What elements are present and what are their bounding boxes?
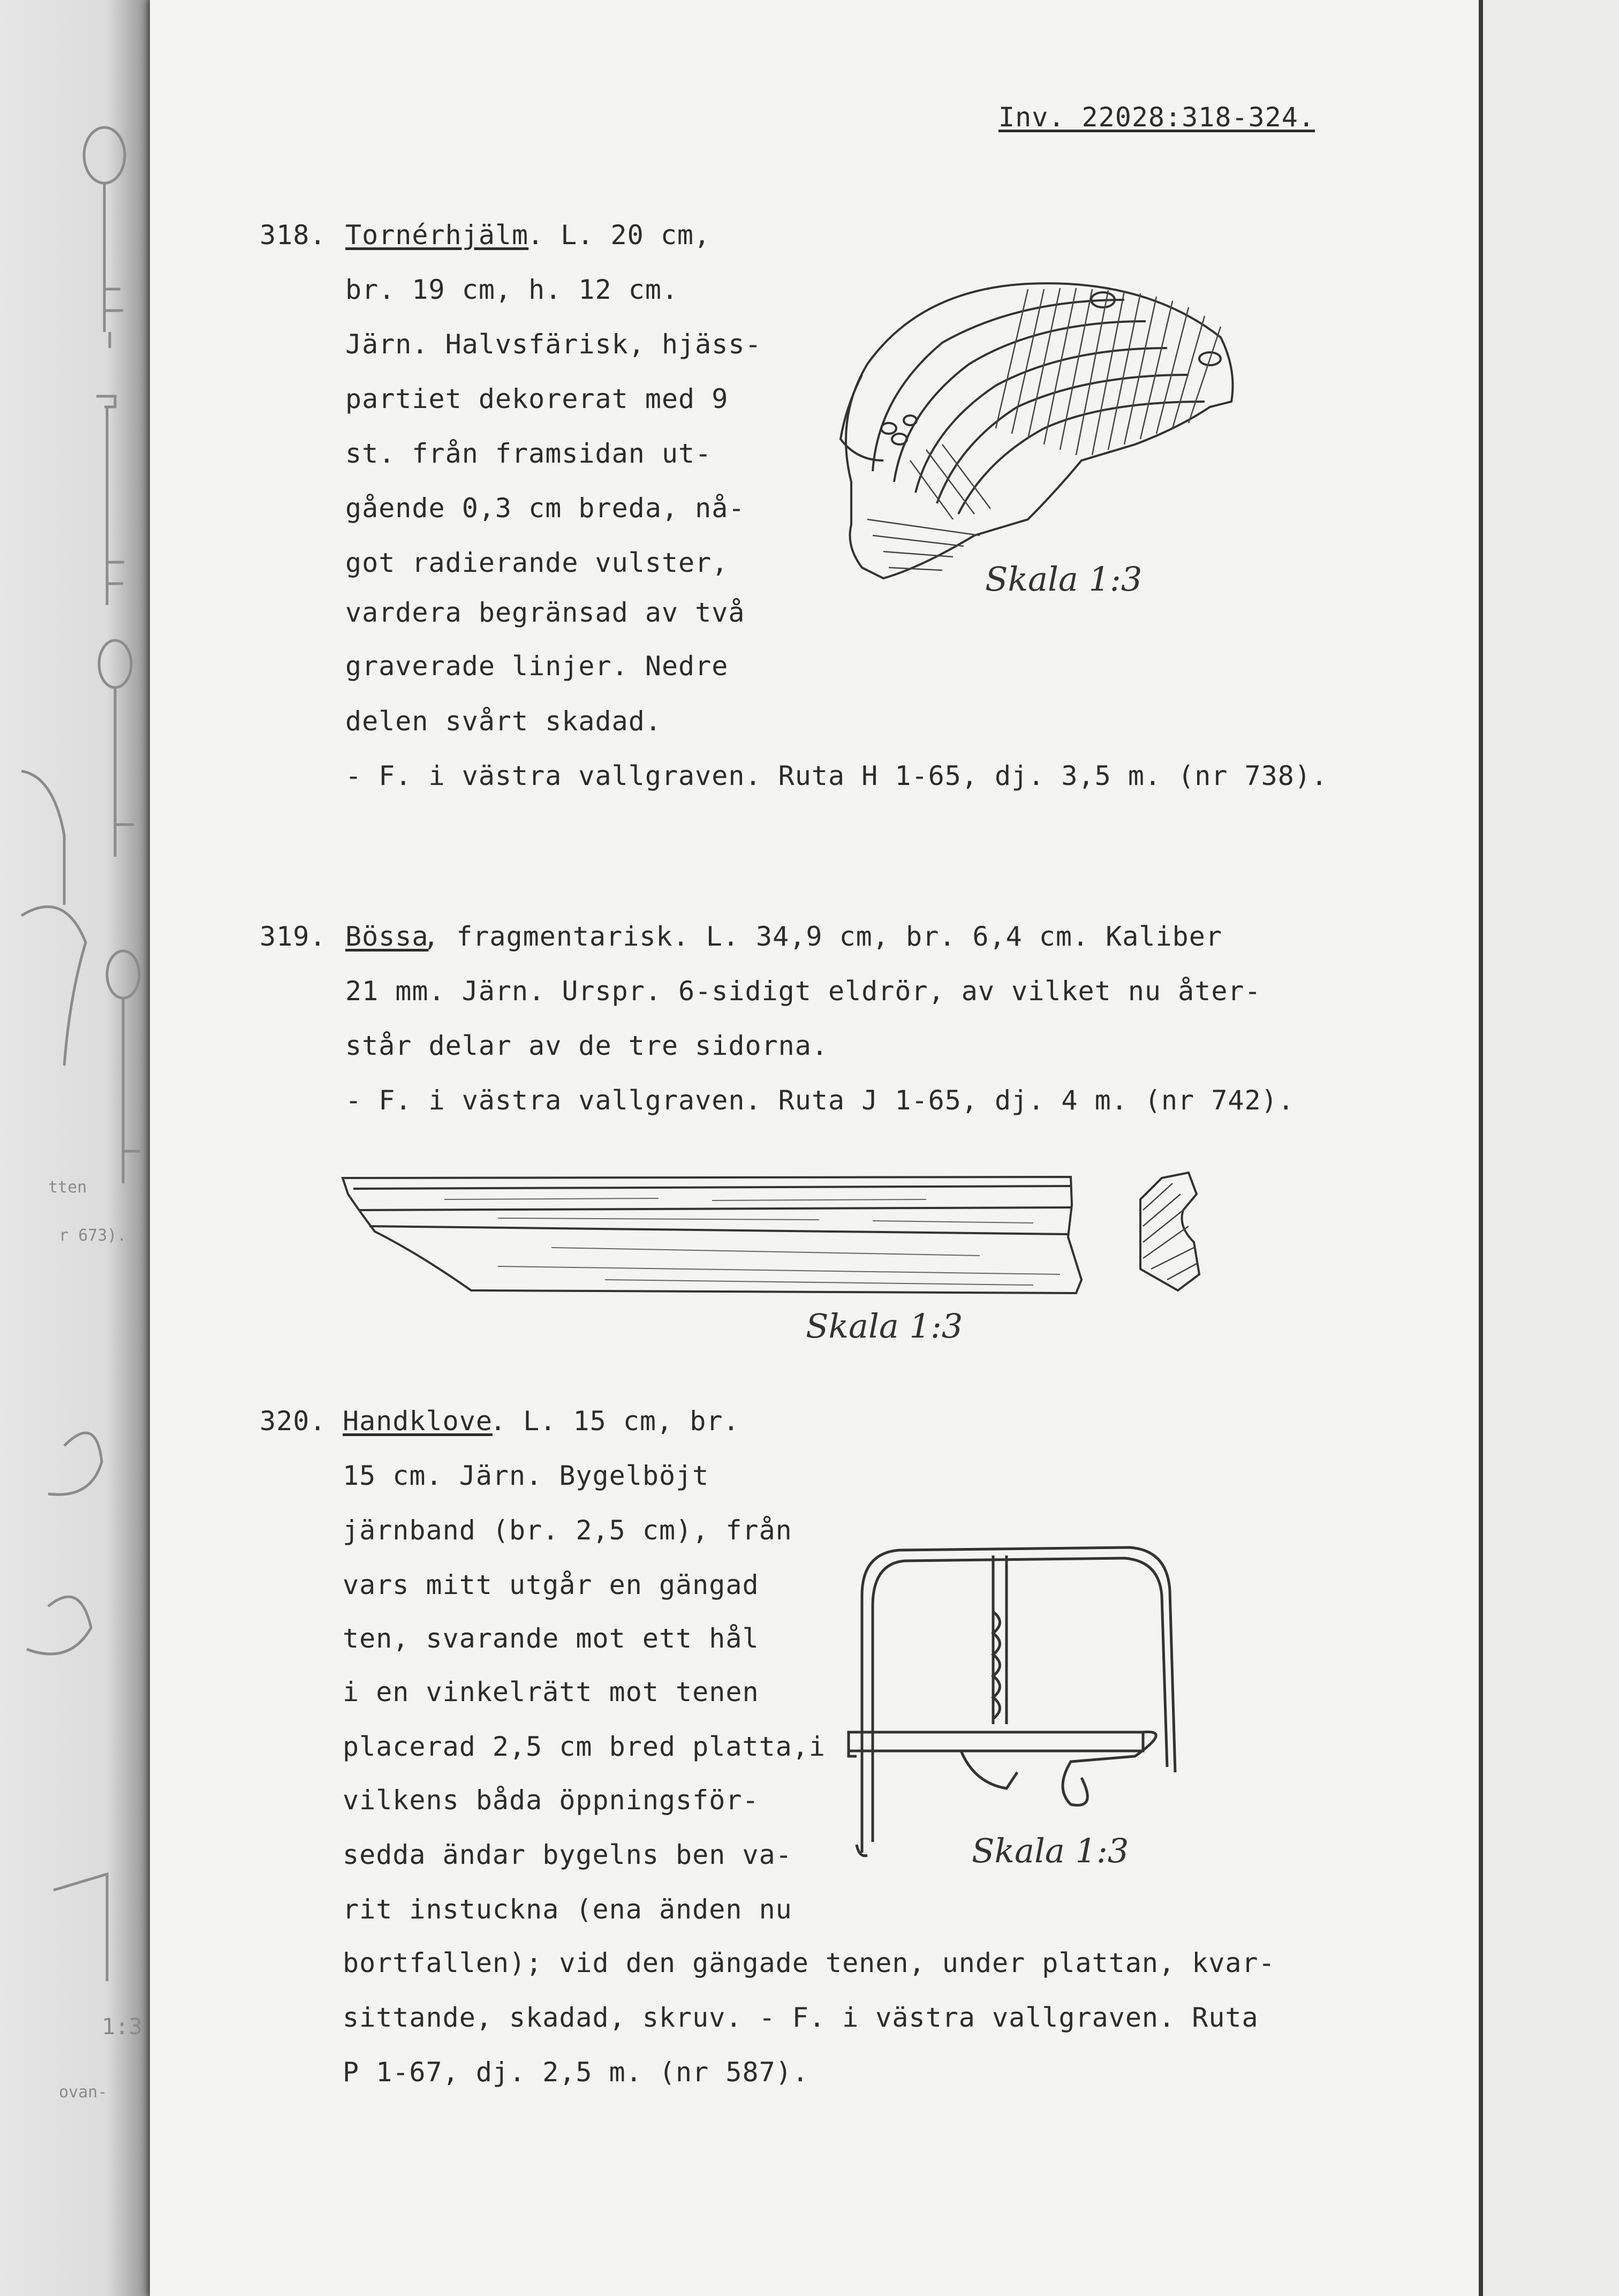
item-text-line: vardera begränsad av två <box>345 597 745 628</box>
item-text-line: Järn. Halvsfärisk, hjäss- <box>345 329 762 360</box>
item-text-line: gående 0,3 cm breda, nå- <box>345 493 745 524</box>
item-text-line: . L. 15 cm, br. <box>490 1406 740 1437</box>
item-text-line: got radierande vulster, <box>345 547 729 578</box>
item-text-line: br. 19 cm, h. 12 cm. <box>345 274 679 305</box>
item-text-line: delen svårt skadad. <box>345 706 662 737</box>
page-edge <box>1479 0 1483 2296</box>
item-number: 319. <box>260 921 327 952</box>
find-location: - F. i västra vallgraven. Ruta H 1-65, dj. 3,5 m. (nr 738). <box>345 760 1328 791</box>
item-number: 318. <box>260 220 327 251</box>
item-text-line: rit instuckna (ena änden nu <box>343 1894 792 1925</box>
item-text-line: sittande, skadad, skruv. - F. i västra vallgraven. Ruta <box>343 2002 1259 2033</box>
adjacent-page-bleed <box>0 0 153 2296</box>
item-text-line: vilkens båda öppningsför- <box>343 1785 759 1816</box>
item-text-line: 15 cm. Järn. Bygelböjt <box>343 1460 709 1491</box>
item-text-line: sedda ändar bygelns ben va- <box>343 1839 792 1870</box>
item-text-line: vars mitt utgår en gängad <box>343 1569 759 1600</box>
item-text-line: partiet dekorerat med 9 <box>345 383 729 414</box>
find-location: - F. i västra vallgraven. Ruta J 1-65, dj. 4 m. (nr 742). <box>345 1085 1295 1116</box>
item-text-line: graverade linjer. Nedre <box>345 651 729 682</box>
item-title: Bössa <box>345 921 429 952</box>
item-title: Handklove <box>343 1406 493 1437</box>
bleed-fragment: r 673). <box>59 1226 127 1245</box>
gun-barrel-drawing <box>337 1167 1140 1306</box>
scanner-margin <box>1483 0 1619 2296</box>
item-text-line: bortfallen); vid den gängade tenen, under plattan, kvar- <box>343 1947 1275 1978</box>
item-text-line: järnband (br. 2,5 cm), från <box>343 1515 792 1546</box>
item-text-line: P 1-67, dj. 2,5 m. (nr 587). <box>343 2057 809 2088</box>
item-text-line: står delar av de tre sidorna. <box>345 1030 828 1061</box>
item-text-line: ten, svarande mot ett hål <box>343 1623 759 1654</box>
scale-label: Skala 1:3 <box>972 1831 1129 1870</box>
item-text-line: . L. 20 cm, <box>527 220 711 251</box>
item-text-line: st. från framsidan ut- <box>345 438 712 469</box>
scale-label: Skala 1:3 <box>985 560 1143 599</box>
helmet-drawing <box>803 268 1231 589</box>
bleed-fragment: 1:3 <box>102 2013 142 2040</box>
item-text-line: i en vinkelrätt mot tenen <box>343 1676 759 1708</box>
item-title: Tornérhjälm <box>345 220 529 251</box>
bleed-key-drawings <box>0 0 153 2296</box>
item-text-line: 21 mm. Järn. Urspr. 6-sidigt eldrör, av vilket nu åter- <box>345 976 1261 1007</box>
bleed-fragment: ovan- <box>59 2083 108 2102</box>
item-text-line: , fragmentarisk. L. 34,9 cm, br. 6,4 cm. Kaliber <box>423 921 1222 952</box>
handclamp-drawing <box>846 1531 1221 1879</box>
bleed-fragment: tten <box>48 1178 87 1197</box>
scale-label: Skala 1:3 <box>806 1306 963 1346</box>
item-text-line: placerad 2,5 cm bred platta,i <box>343 1731 826 1762</box>
item-number: 320. <box>260 1406 327 1437</box>
inventory-number: Inv. 22028:318-324. <box>998 102 1315 133</box>
